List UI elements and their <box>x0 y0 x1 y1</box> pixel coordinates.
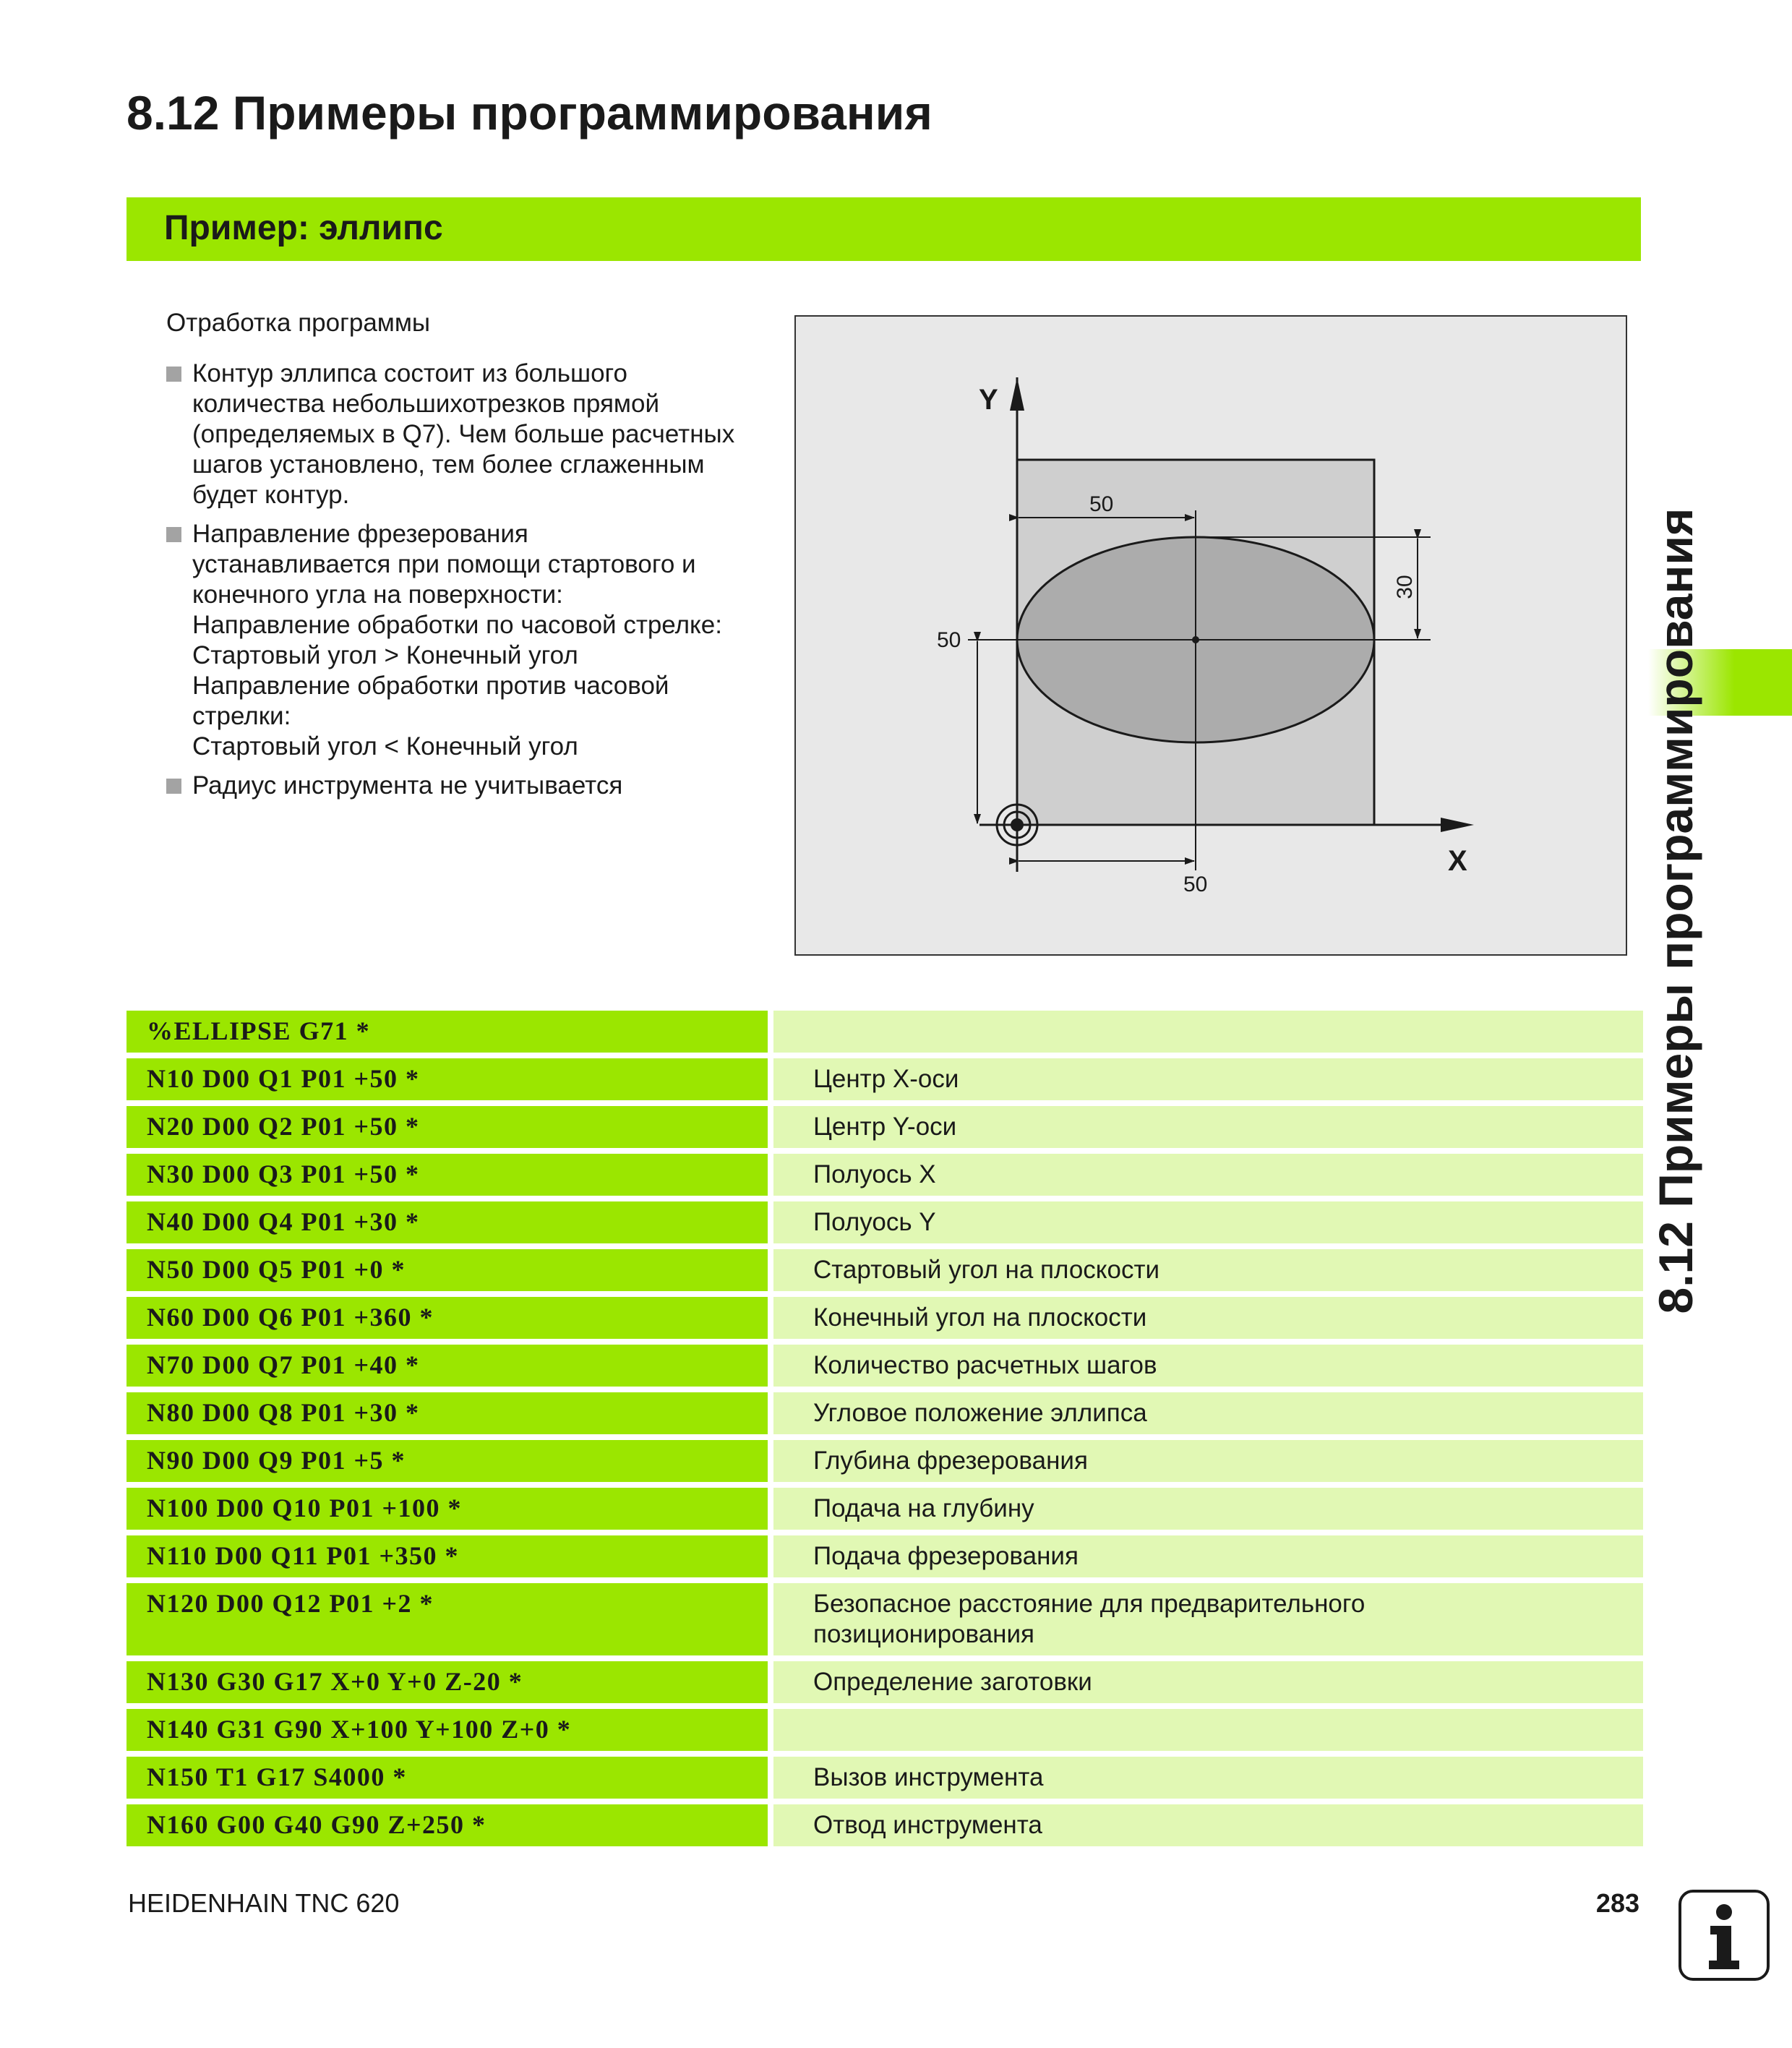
bullet-line: устанавливается при помощи стартового и <box>192 550 696 578</box>
program-comment-cell <box>773 1661 1643 1703</box>
table-row <box>127 1106 1643 1148</box>
program-listing <box>127 1011 1643 1852</box>
program-comment-cell <box>773 1709 1643 1751</box>
table-row <box>127 1345 1643 1387</box>
comment-line: Определение заготовки <box>813 1668 1092 1696</box>
table-row <box>127 1440 1643 1482</box>
program-code-cell: N80 D00 Q8 P01 +30 * <box>127 1392 768 1434</box>
comment-line: Количество расчетных шагов <box>813 1351 1157 1379</box>
program-code-cell: N50 D00 Q5 P01 +0 * <box>127 1249 768 1291</box>
comment-line: Полуось X <box>813 1160 936 1188</box>
bullet-item <box>166 519 795 762</box>
program-comment-cell <box>773 1249 1643 1291</box>
comment-line: Центр Y-оси <box>813 1113 957 1141</box>
program-code-cell: %ELLIPSE G71 * <box>127 1011 768 1053</box>
table-row <box>127 1661 1643 1703</box>
comment-line: позиционирования <box>813 1620 1034 1648</box>
dimension-label-left: 50 <box>937 628 961 652</box>
program-comment-cell <box>773 1201 1643 1243</box>
bullet-line: количества небольшихотрезков прямой <box>192 390 660 418</box>
table-row <box>127 1709 1643 1751</box>
bullet-line: конечного угла на поверхности: <box>192 580 563 609</box>
page-number: 283 <box>1595 1888 1639 1918</box>
program-comment-cell <box>773 1535 1643 1577</box>
program-code-cell: N140 G31 G90 X+100 Y+100 Z+0 * <box>127 1709 768 1751</box>
bullet-line: Контур эллипса состоит из большого <box>192 359 628 387</box>
table-row <box>127 1058 1643 1100</box>
bullet-line: стрелки: <box>192 702 291 730</box>
comment-line: Полуось Y <box>813 1208 936 1236</box>
program-comment-cell <box>773 1392 1643 1434</box>
dimension-label-bottom: 50 <box>1183 873 1208 896</box>
bullet-line: (определяемых в Q7). Чем больше расчетных <box>192 420 735 448</box>
info-icon <box>1677 1888 1771 1982</box>
bullet-line: Радиус инструмента не учитывается <box>192 771 623 800</box>
program-comment-cell <box>773 1440 1643 1482</box>
table-row <box>127 1535 1643 1577</box>
program-code-cell: N70 D00 Q7 P01 +40 * <box>127 1345 768 1387</box>
program-code-cell: N110 D00 Q11 P01 +350 * <box>127 1535 768 1577</box>
table-row <box>127 1583 1643 1655</box>
bullet-square-icon <box>166 527 181 542</box>
comment-line: Центр X-оси <box>813 1065 959 1093</box>
bullet-item <box>166 359 795 510</box>
table-row <box>127 1011 1643 1053</box>
program-code-cell: N30 D00 Q3 P01 +50 * <box>127 1154 768 1196</box>
program-comment-cell <box>773 1757 1643 1799</box>
comment-line: Безопасное расстояние для предварительного <box>813 1590 1366 1618</box>
bullet-square-icon <box>166 779 181 794</box>
comment-line: Подача фрезерования <box>813 1542 1079 1570</box>
origin-point-icon <box>1011 818 1024 831</box>
bullet-square-icon <box>166 367 181 382</box>
table-row <box>127 1201 1643 1243</box>
intro-label: Отработка программы <box>166 309 431 337</box>
table-row <box>127 1297 1643 1339</box>
table-row <box>127 1392 1643 1434</box>
comment-line: Конечный угол на плоскости <box>813 1303 1147 1332</box>
comment-line: Глубина фрезерования <box>813 1447 1088 1475</box>
bullet-item <box>166 771 795 801</box>
program-comment-cell <box>773 1297 1643 1339</box>
bullet-line: Стартовый угол > Конечный угол <box>192 641 578 669</box>
program-code-cell: N160 G00 G40 G90 Z+250 * <box>127 1804 768 1846</box>
ellipse-center-point <box>1192 636 1199 643</box>
comment-line: Подача на глубину <box>813 1494 1034 1522</box>
table-row <box>127 1154 1643 1196</box>
bullet-line: Направление обработки против часовой <box>192 672 669 700</box>
bullet-line: будет контур. <box>192 481 350 509</box>
program-comment-cell <box>773 1488 1643 1530</box>
dimension-label-right: 30 <box>1393 575 1417 599</box>
program-comment-cell <box>773 1011 1643 1053</box>
program-code-cell: N100 D00 Q10 P01 +100 * <box>127 1488 768 1530</box>
dimension-label-top: 50 <box>1089 492 1114 516</box>
table-row <box>127 1488 1643 1530</box>
program-code-cell: N150 T1 G17 S4000 * <box>127 1757 768 1799</box>
ellipse-diagram <box>794 315 1627 956</box>
program-code-cell: N90 D00 Q9 P01 +5 * <box>127 1440 768 1482</box>
program-code-cell: N130 G30 G17 X+0 Y+0 Z-20 * <box>127 1661 768 1703</box>
program-comment-cell <box>773 1804 1643 1846</box>
section-title: Пример: эллипс <box>164 209 443 247</box>
program-comment-cell <box>773 1583 1643 1655</box>
x-axis-label: X <box>1448 845 1467 877</box>
program-code-cell: N60 D00 Q6 P01 +360 * <box>127 1297 768 1339</box>
bullet-line: шагов установлено, тем более сглаженным <box>192 450 705 479</box>
program-code-cell: N10 D00 Q1 P01 +50 * <box>127 1058 768 1100</box>
program-code-cell: N40 D00 Q4 P01 +30 * <box>127 1201 768 1243</box>
table-row <box>127 1804 1643 1846</box>
program-code-cell: N20 D00 Q2 P01 +50 * <box>127 1106 768 1148</box>
page-title: 8.12 Примеры программирования <box>127 86 933 140</box>
y-axis-label: Y <box>979 384 998 416</box>
bullet-line: Направление обработки по часовой стрелке: <box>192 611 722 639</box>
program-code-cell: N120 D00 Q12 P01 +2 * <box>127 1583 768 1655</box>
table-row <box>127 1249 1643 1291</box>
program-comment-cell <box>773 1154 1643 1196</box>
bullet-line: Направление фрезерования <box>192 520 528 548</box>
program-comment-cell <box>773 1106 1643 1148</box>
bullet-line: Стартовый угол < Конечный угол <box>192 732 578 760</box>
comment-line: Отвод инструмента <box>813 1811 1042 1839</box>
program-comment-cell <box>773 1058 1643 1100</box>
comment-line: Угловое положение эллипса <box>813 1399 1147 1427</box>
footer-product-name: HEIDENHAIN TNC 620 <box>128 1888 400 1918</box>
intro-text <box>166 308 795 810</box>
section-banner <box>127 197 1641 261</box>
program-comment-cell <box>773 1345 1643 1387</box>
table-row <box>127 1757 1643 1799</box>
side-chapter-title: 8.12 Примеры программирования <box>1649 507 1702 1314</box>
comment-line: Вызов инструмента <box>813 1763 1044 1791</box>
comment-line: Стартовый угол на плоскости <box>813 1256 1160 1284</box>
